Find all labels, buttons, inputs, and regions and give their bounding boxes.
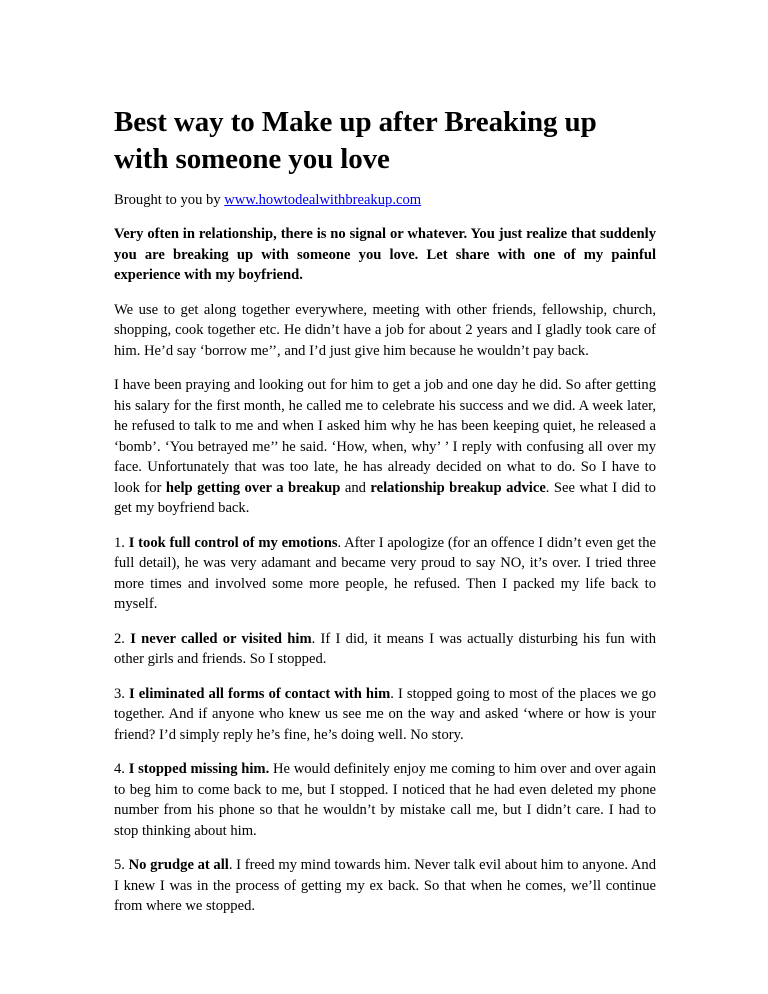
step-5 (114, 855, 656, 917)
step-heading: No grudge at all (128, 857, 229, 873)
paragraph-2-end: . See what I did to get my boyfriend back. (114, 479, 656, 516)
paragraph-2-bold-2: relationship breakup advice (370, 479, 546, 496)
step-number: 3. (114, 685, 130, 702)
step-heading: I stopped missing him. (128, 761, 270, 777)
page-title: Best way to Make up after Breaking up with someone you love (114, 106, 597, 175)
paragraph-1: We use to get along together everywhere, meeting with other friends, fellowship, church, shopping, cook together etc. He didn’t have a job for about 2 years and I gladly took care of him. He’d say ‘borrow me’’, and I’d just give him because he wouldn’t pay back. (114, 301, 656, 359)
step-heading: I eliminated all forms of contact with him (129, 685, 391, 702)
byline (114, 190, 656, 210)
step-heading: I took full control of my emotions (128, 534, 338, 551)
paragraph-2-text: I have been praying and looking out for him to get a job and one day he did. So after getting his salary for the first month, he called me to celebrate his success and we did. A week later, he refused to talk to me and when I asked him why he has been keeping quiet, he released a ‘bomb’. ‘You betrayed me’’ he said. ‘How, when, why’ ’ I reply with confusing all over my face. Unfortunately that was too late, he has already decided on what to do. So I have to look for (114, 377, 656, 496)
step-number: 2. (114, 630, 131, 647)
step-text: . If I did, it means I was actually disturbing his fun with other girls and friends. So I stopped. (114, 630, 657, 667)
document-page (114, 104, 656, 931)
step-text: . I freed my mind towards him. Never talk evil about him to anyone. And I knew I was in the process of getting my ex back. So that when he comes, we’ll continue from where we stopped. (114, 857, 656, 914)
step-number: 1. (114, 534, 129, 551)
step-number: 4. (114, 761, 129, 777)
paragraph-2-mid: and (340, 479, 371, 496)
step-heading: I never called or visited him (130, 630, 312, 647)
step-4 (114, 759, 656, 841)
step-3 (114, 684, 656, 746)
step-text: . I stopped going to most of the places we go together. And if anyone who knew us see me on the way and asked ‘where or how is your friend? I’d simply reply he’s fine, he’s doing well. No story. (114, 685, 656, 743)
step-number: 5. (114, 857, 129, 873)
step-2 (114, 629, 656, 670)
paragraph-2-bold-1: help getting over a breakup (165, 479, 341, 496)
intro-paragraph: Very often in relationship, there is no signal or whatever. You just realize that suddenly you are breaking up with someone you love. Let share with one of my painful experience with my boyfriend. (114, 226, 656, 283)
step-1 (114, 533, 656, 615)
source-link[interactable]: www.howtodealwithbreakup.com (224, 192, 422, 208)
step-text: . After I apologize (for an offence I didn’t even get the full detail), he was very adamant and became very proud to say NO, it’s over. I tried three more times and involved some more people, he refused. Then I packed my life back to myself. (114, 534, 656, 612)
byline-prefix: Brought to you by (114, 192, 225, 208)
paragraph-2 (114, 375, 656, 519)
step-text: He would definitely enjoy me coming to him over and over again to beg him to come back to me, but I stopped. I noticed that he had even deleted my phone number from his phone so that he wouldn’t by mistake call me, but I didn’t care. I had to stop thinking about him. (114, 761, 657, 839)
